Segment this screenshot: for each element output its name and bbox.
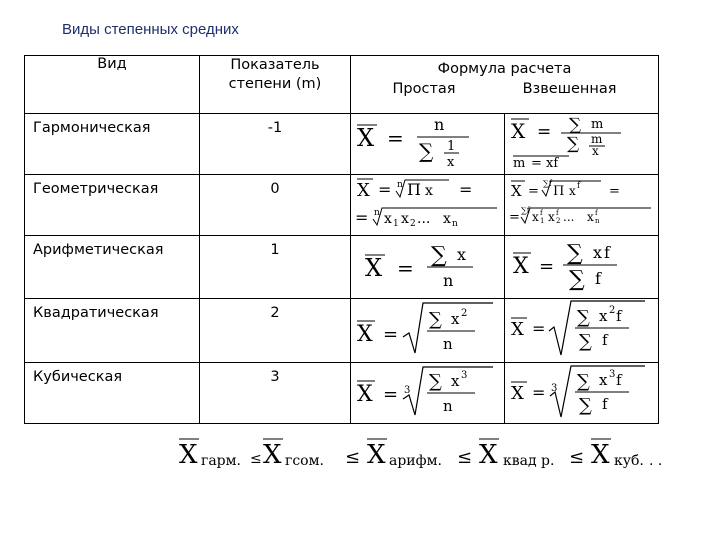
header-weighted: Взвешенная bbox=[522, 81, 617, 97]
frac-one: 1 bbox=[447, 139, 456, 154]
row-m-arithmetic: 1 bbox=[200, 236, 351, 299]
mean-symbol: X bbox=[511, 383, 524, 404]
mean-harm-symbol: X bbox=[179, 440, 198, 470]
sup-f1: f bbox=[540, 209, 543, 217]
sum-sign: ∑ bbox=[577, 307, 590, 328]
mean-geom-symbol: X bbox=[263, 440, 282, 470]
sum-x: x bbox=[451, 310, 460, 328]
quadratic-weighted-svg bbox=[505, 299, 657, 358]
sup-3: 3 bbox=[461, 370, 468, 381]
mean-symbol: X bbox=[511, 119, 526, 143]
denom-n: n bbox=[443, 335, 453, 353]
mean-symbol: X bbox=[511, 182, 522, 200]
eq-sign: = bbox=[383, 324, 399, 345]
sum-x: x bbox=[593, 243, 603, 262]
cubic-simple-svg bbox=[351, 363, 503, 419]
header-type: Вид bbox=[25, 56, 200, 114]
sum-f: f bbox=[604, 243, 610, 262]
lower-eq: = xf bbox=[531, 156, 559, 170]
geometric-weighted-svg bbox=[505, 175, 657, 231]
sum-sign: ∑ bbox=[569, 115, 582, 135]
sum-x: x bbox=[457, 245, 467, 264]
mean-quad-symbol: X bbox=[479, 440, 498, 470]
mean-symbol: X bbox=[357, 382, 373, 407]
mean-arith-sub: арифм. bbox=[389, 453, 442, 469]
slide-title: Виды степенных средних bbox=[62, 21, 239, 38]
formula-cubic-weighted bbox=[505, 363, 659, 424]
prod-sign: Π bbox=[407, 180, 421, 199]
formula-quadratic-simple bbox=[351, 299, 505, 363]
eq-sign: = bbox=[532, 383, 546, 402]
le-sign-2: ≤ bbox=[345, 447, 361, 468]
formula-arithmetic-simple bbox=[351, 236, 505, 299]
eq-sign: = bbox=[537, 122, 552, 142]
sum-f: f bbox=[616, 307, 622, 325]
mean-symbol: X bbox=[365, 254, 383, 282]
sub2: 2 bbox=[556, 217, 561, 225]
sum-sign: ∑ bbox=[577, 371, 590, 392]
harmonic-weighted-svg bbox=[505, 114, 657, 170]
power-means-table bbox=[24, 55, 659, 424]
formula-harmonic-weighted bbox=[505, 114, 659, 175]
harmonic-simple-svg bbox=[351, 114, 503, 170]
dots: ... bbox=[563, 210, 575, 224]
prod-sign: Π bbox=[553, 184, 565, 199]
eq-sign: = bbox=[383, 384, 399, 405]
row-type-geometric: Геометрическая bbox=[25, 175, 200, 236]
formula-harmonic-simple bbox=[351, 114, 505, 175]
chain-end-dots: . . bbox=[649, 453, 663, 469]
formula-geometric-simple bbox=[351, 175, 505, 236]
sum-sign-2: ∑ bbox=[579, 395, 592, 416]
mean-arith-symbol: X bbox=[367, 440, 386, 470]
header-simple: Простая bbox=[392, 81, 456, 97]
frac-x: x bbox=[447, 155, 455, 170]
sum-x: x bbox=[599, 307, 608, 325]
mean-symbol: X bbox=[357, 322, 373, 347]
lower-m: m bbox=[513, 156, 526, 170]
cubic-weighted-svg bbox=[505, 363, 657, 419]
prod-x: x bbox=[569, 184, 576, 198]
eq-sign-2: = bbox=[459, 180, 473, 199]
prod-f: f bbox=[577, 181, 580, 190]
mean-quad-sub: квад р. bbox=[503, 453, 555, 469]
sum-f: f bbox=[616, 371, 622, 389]
row-m-quadratic: 2 bbox=[200, 299, 351, 363]
row-type-harmonic: Гармоническая bbox=[25, 114, 200, 175]
means-inequality-svg bbox=[177, 435, 677, 475]
sub2: 2 bbox=[410, 219, 416, 229]
formula-arithmetic-weighted bbox=[505, 236, 659, 299]
denom-f: f bbox=[595, 269, 601, 288]
x1: x bbox=[532, 210, 539, 224]
quadratic-simple-svg bbox=[351, 299, 503, 358]
sum-sign: ∑ bbox=[431, 243, 447, 268]
denom-n: n bbox=[443, 397, 453, 415]
denom-f: f bbox=[602, 331, 608, 349]
x2: x bbox=[548, 210, 555, 224]
sup-2: 2 bbox=[609, 305, 616, 316]
numerator-n: n bbox=[434, 115, 445, 134]
header-formula bbox=[351, 56, 659, 114]
row-m-harmonic: -1 bbox=[200, 114, 351, 175]
num-m: m bbox=[591, 117, 604, 132]
geometric-simple-svg bbox=[351, 175, 503, 231]
formula-quadratic-weighted bbox=[505, 299, 659, 363]
root-index-2: ∑f bbox=[521, 206, 530, 215]
sum-sign: ∑ bbox=[419, 139, 434, 163]
subn: n bbox=[595, 217, 600, 225]
eq-sign: = bbox=[528, 184, 539, 199]
le-sign-1: ≤ bbox=[250, 451, 262, 467]
row-m-cubic: 3 bbox=[200, 363, 351, 424]
row-type-quadratic: Квадратическая bbox=[25, 299, 200, 363]
frac-m: m bbox=[591, 132, 603, 146]
xn: x bbox=[443, 211, 451, 227]
le-sign-4: ≤ bbox=[569, 447, 585, 468]
row-type-arithmetic: Арифметическая bbox=[25, 236, 200, 299]
eq-sign-3: = bbox=[509, 210, 520, 225]
sum-sign: ∑ bbox=[429, 309, 442, 330]
eq-sign: = bbox=[378, 180, 392, 199]
dots: ... bbox=[417, 211, 431, 227]
formula-cubic-simple bbox=[351, 363, 505, 424]
formula-geometric-weighted bbox=[505, 175, 659, 236]
sub1: 1 bbox=[540, 217, 545, 225]
arithmetic-weighted-svg bbox=[505, 236, 657, 294]
sup-2: 2 bbox=[461, 308, 468, 319]
sum-sign-2: ∑ bbox=[569, 267, 585, 292]
sum-sign: ∑ bbox=[567, 241, 583, 266]
eq-sign: = bbox=[532, 319, 546, 338]
sum-x: x bbox=[599, 371, 608, 389]
root-index-2: n bbox=[374, 208, 380, 218]
denom-n: n bbox=[443, 271, 454, 290]
mean-symbol: X bbox=[513, 254, 529, 279]
mean-symbol: X bbox=[511, 319, 524, 340]
frac-x: x bbox=[592, 144, 599, 158]
mean-symbol: X bbox=[357, 180, 370, 201]
x2: x bbox=[401, 211, 409, 227]
header-exponent: Показатель степени (m) bbox=[200, 56, 351, 114]
eq-sign-3: = bbox=[355, 208, 369, 227]
arithmetic-simple-svg bbox=[351, 236, 503, 294]
sum-sign-2: ∑ bbox=[579, 331, 592, 352]
means-inequality bbox=[177, 435, 677, 479]
row-m-geometric: 0 bbox=[200, 175, 351, 236]
eq-sign: = bbox=[387, 126, 404, 150]
header-formula-label: Формула расчета bbox=[437, 61, 572, 77]
prod-x: x bbox=[425, 183, 433, 199]
mean-geom-sub: гсом. bbox=[285, 453, 324, 469]
eq-sign: = bbox=[397, 256, 414, 280]
sup-f2: f bbox=[556, 209, 559, 217]
root-index-3: 3 bbox=[404, 385, 411, 396]
denom-f: f bbox=[602, 395, 608, 413]
root-index-3: 3 bbox=[551, 383, 558, 394]
sup-3: 3 bbox=[609, 369, 616, 380]
sup-fn: f bbox=[595, 209, 598, 217]
mean-harm-sub: гарм. bbox=[201, 453, 241, 469]
sum-sign: ∑ bbox=[429, 371, 442, 392]
sum-sign-2: ∑ bbox=[567, 134, 580, 154]
root-index: n bbox=[397, 180, 403, 190]
eq-sign: = bbox=[539, 256, 555, 277]
le-sign-3: ≤ bbox=[457, 447, 473, 468]
row-type-cubic: Кубическая bbox=[25, 363, 200, 424]
subn: n bbox=[452, 219, 458, 229]
mean-symbol: X bbox=[357, 124, 375, 152]
x1: x bbox=[384, 211, 392, 227]
root-index: ∑f bbox=[543, 179, 552, 188]
sum-x: x bbox=[451, 372, 460, 390]
xn: x bbox=[587, 210, 594, 224]
eq-sign-2: = bbox=[609, 184, 620, 199]
sub1: 1 bbox=[393, 219, 399, 229]
mean-cubic-symbol: X bbox=[591, 440, 610, 470]
mean-cubic-sub: куб. bbox=[614, 453, 644, 469]
